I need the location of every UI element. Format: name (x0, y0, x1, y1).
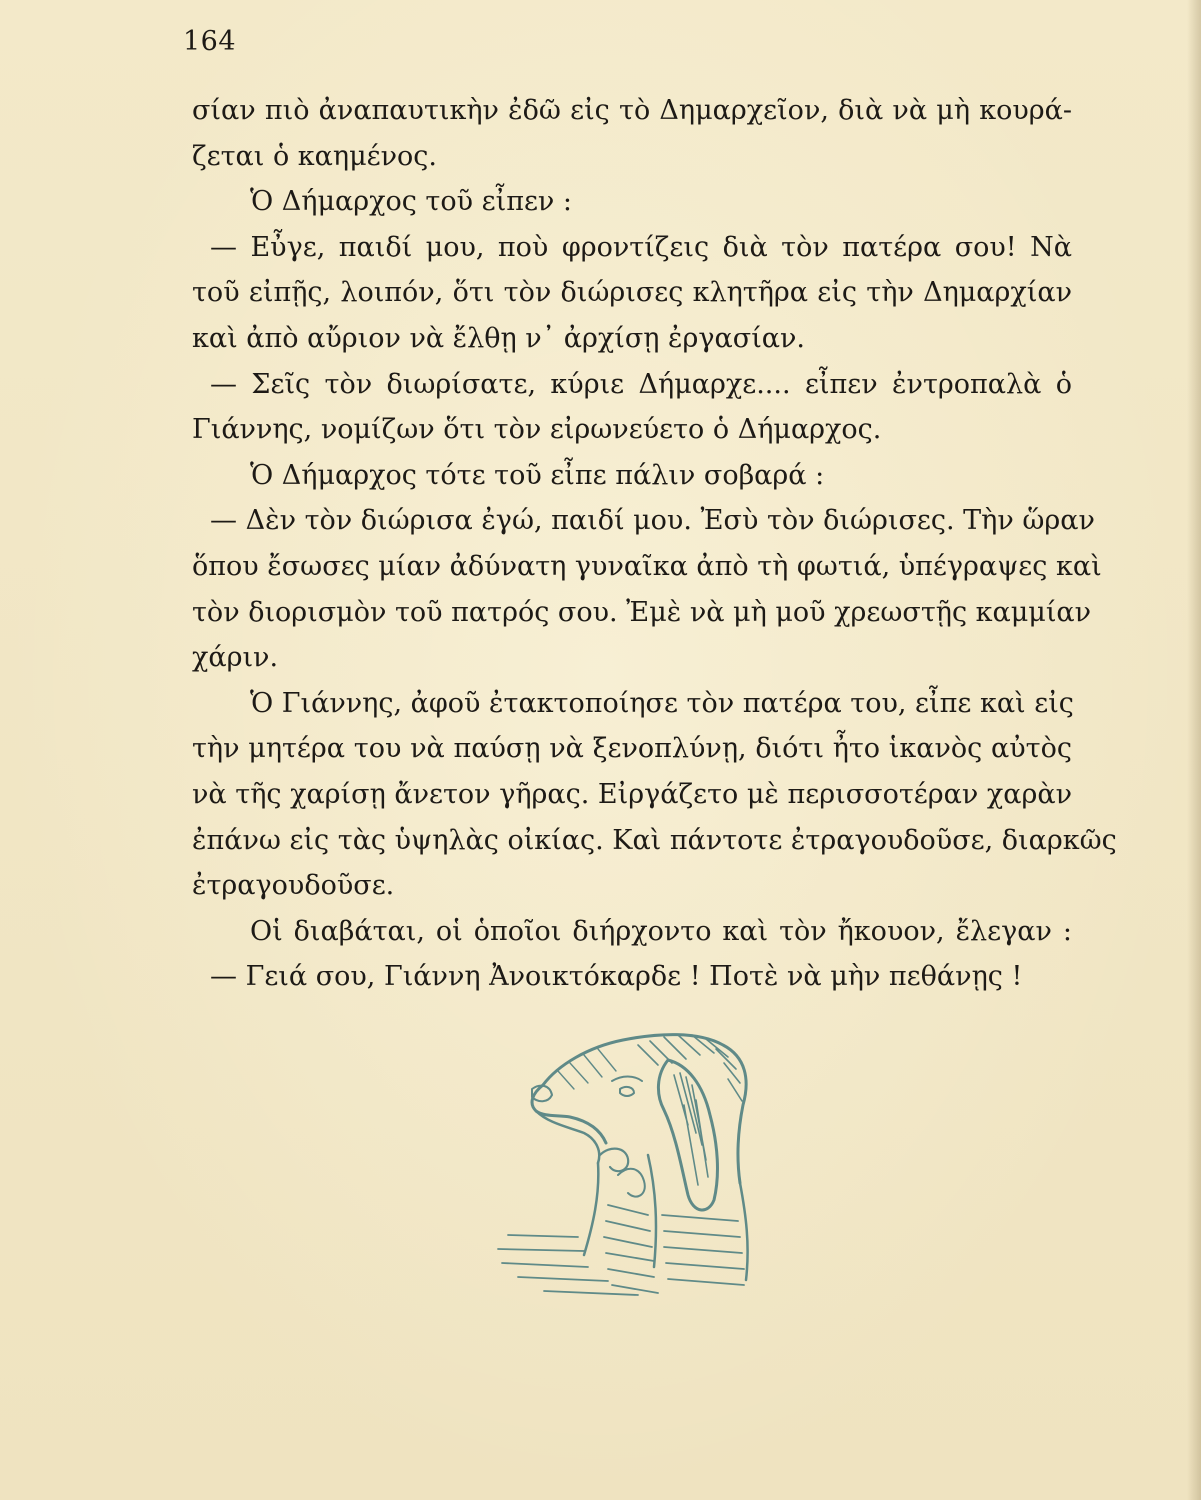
text-line: — Εὖγε, παιδί μου, ποὺ φροντίζεις διὰ τὸν πατέρα σου! Νὰ (210, 231, 1072, 263)
dog-snout (532, 1085, 606, 1143)
dog-chest-hatching (498, 1205, 744, 1295)
dog-collar (600, 1149, 628, 1172)
text-line: σίαν πιὸ ἀναπαυτικὴν ἐδῶ εἰς τὸ Δημαρχεῖον, διὰ νὰ μὴ κουρά- (192, 95, 1072, 126)
text-line: τὸν διορισμὸν τοῦ πατρός σου. Ἐμὲ νὰ μὴ μοῦ χρεωστῇς καμμίαν (192, 596, 1092, 628)
text-line: χάριν. (192, 642, 279, 674)
text-line: Ὁ Δήμαρχος τοῦ εἶπεν : (250, 186, 573, 218)
dog-head-outline (543, 1035, 746, 1183)
text-line: ἐτραγουδοῦσε. (192, 870, 395, 902)
dog-illustration (488, 1005, 778, 1305)
text-line: Ὁ Δήμαρχος τότε τοῦ εἶπε πάλιν σοβαρά : (250, 459, 825, 491)
page-edge-shadow (1187, 0, 1201, 1500)
text-line: Ὁ Γιάννης, ἀφοῦ ἐτακτοποίησε τὸν πατέρα του, εἶπε καὶ εἰς (250, 687, 1074, 719)
dog-neck (584, 1155, 748, 1280)
text-line: νὰ τῆς χαρίσῃ ἄνετον γῆρας. Εἰργάζετο μὲ περισσοτέραν χαρὰν (192, 778, 1072, 810)
dog-jaw (536, 1111, 599, 1163)
text-line: ζεται ὁ καημένος. (192, 140, 437, 172)
body-text (192, 88, 1117, 1000)
text-line: — Σεῖς τὸν διωρίσατε, κύριε Δήμαρχε.... εἶπεν ἐντροπαλὰ ὁ (210, 368, 1072, 400)
text-line: — Γειά σου, Γιάννη Ἀνοικτόκαρδε ! Ποτὲ νὰ μὴν πεθάνῃς ! (210, 961, 1023, 993)
dog-eye (620, 1087, 634, 1096)
text-line: ἐπάνω εἰς τὰς ὑψηλὰς οἰκίας. Καὶ πάντοτε ἐτραγουδοῦσε, διαρκῶς (192, 824, 1117, 856)
text-line: τοῦ εἰπῇς, λοιπόν, ὅτι τὸν διώρισες κλητῆρα εἰς τὴν Δημαρχίαν (192, 277, 1072, 309)
text-line: τὴν μητέρα του νὰ παύσῃ νὰ ξενοπλύνῃ, διότι ἦτο ἱκανὸς αὐτὸς (192, 733, 1072, 765)
text-line: — Δὲν τὸν διώρισα ἐγώ, παιδί μου. Ἐσὺ τὸν διώρισες. Τὴν ὥραν (210, 505, 1095, 537)
text-line: Γιάννης, νομίζων ὅτι τὸν εἰρωνεύετο ὁ Δήμαρχος. (192, 414, 882, 446)
text-line: ὅπου ἔσωσες μίαν ἀδύνατη γυναῖκα ἀπὸ τὴ φωτιά, ὑπέγραψες καὶ (192, 550, 1102, 582)
page-number: 164 (183, 26, 237, 57)
dog-snout-shading (558, 1049, 616, 1089)
dog-brow (612, 1077, 642, 1082)
text-line: Οἱ διαβάται, οἱ ὁποῖοι διήρχοντο καὶ τὸν ἤκουον, ἔλεγαν : (250, 915, 1072, 947)
dog-mane (618, 1169, 645, 1197)
text-line: καὶ ἀπὸ αὔριον νὰ ἔλθῃ ν᾽ ἀρχίσῃ ἐργασίαν. (192, 322, 806, 354)
dog-ear-shading (674, 1073, 708, 1185)
